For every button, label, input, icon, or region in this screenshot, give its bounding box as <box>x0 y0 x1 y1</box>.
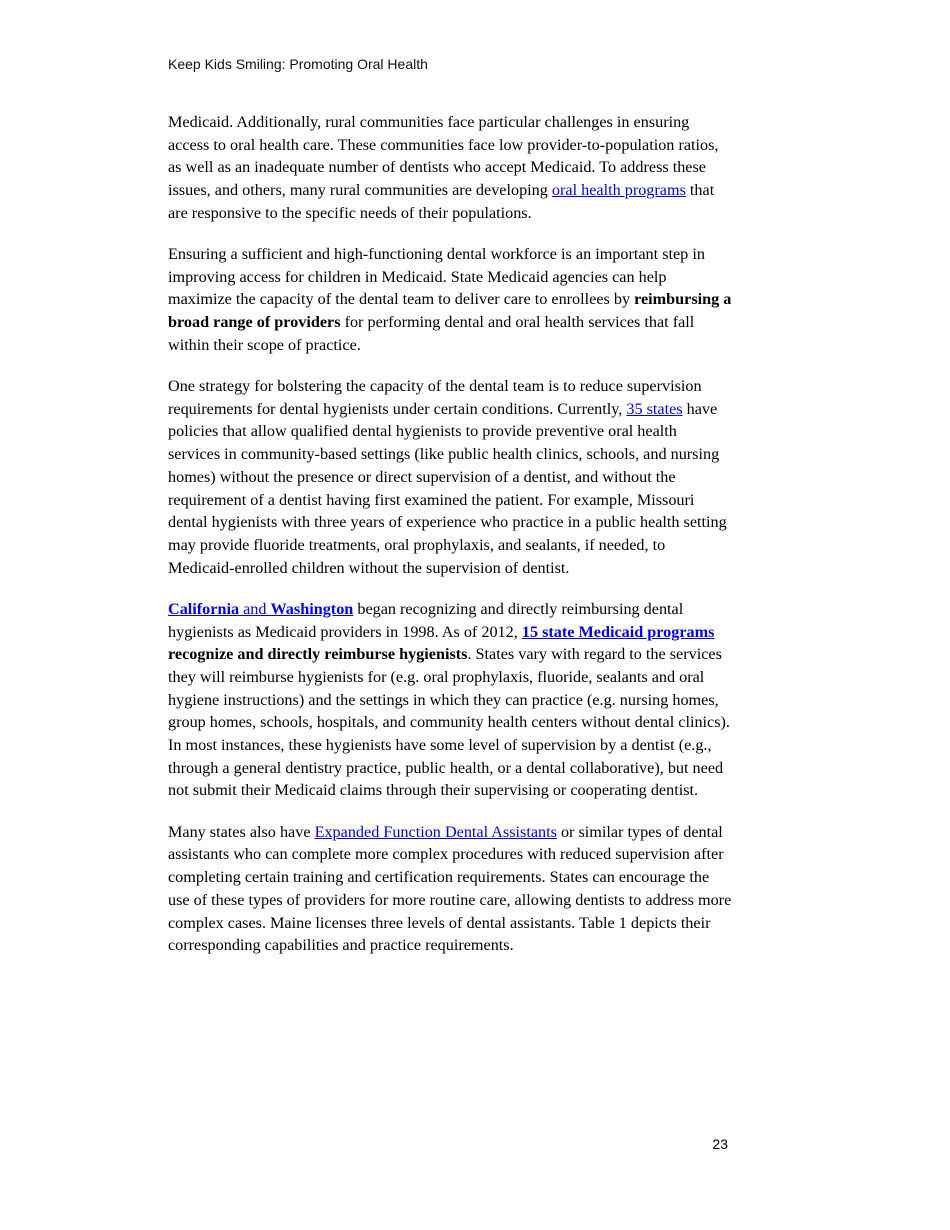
paragraph-text: have policies that allow qualified dental hygienists to provide preventive oral health services in community-based settings (like public health clinics, schools, and nursing homes) without the presence or direct supervision of a dentist, and without the requirement of a dentist having first examined the patient. For example, Missouri dental hygienists with three years of experience who practice in a public health setting may provide fluoride treatments, oral prophylaxis, and sealants, if needed, to Medicaid-enrolled children without the supervision of dentist. <box>168 399 727 577</box>
15-state-medicaid-programs-link[interactable] <box>522 623 715 641</box>
35-states-link[interactable]: 35 states <box>626 399 683 418</box>
paragraph-direct-reimbursement <box>168 598 732 802</box>
oral-health-programs-link[interactable]: oral health programs <box>551 181 686 200</box>
california-washington-link[interactable] <box>168 600 353 618</box>
paragraph-text: for performing dental and oral health services that fall within their scope of practice. <box>168 313 695 354</box>
paragraph-dental-workforce <box>168 243 732 357</box>
paragraph-text: . States vary with regard to the services they will reimburse hygienists for (e.g. oral prophylaxis, fluoride, sealants and oral hygiene instructions) and the settings in which they can practice (e.g. nursing homes, group homes, schools, hospitals, and community health centers without dental clinics). In most instances, these hygienists have some level of supervision by a dentist (e.g., through a general dentistry practice, public health, or a dental collaborative), but need not submit their Medicaid claims through their supervising or cooperating dentist. <box>168 645 730 800</box>
paragraph-text: Ensuring a sufficient and high-functioning dental workforce is an important step in improving access for children in Medicaid. State Medicaid agencies can help maximize the capacity of the dental team to deliver care to enrollees by <box>168 245 705 309</box>
paragraph-text: One strategy for bolstering the capacity of the dental team is to reduce supervision requirements for dental hygienists under certain conditions. Currently, <box>168 377 702 418</box>
page-number: 23 <box>712 1136 728 1152</box>
bold-emphasis: reimbursing a broad range of providers <box>168 290 732 332</box>
washington-link-text: Washington <box>270 599 354 618</box>
paragraph-dental-assistants <box>168 821 732 957</box>
paragraph-text: began recognizing and directly reimbursing dental hygienists as Medicaid providers in 1998. As of 2012, <box>168 599 684 641</box>
link-text: 15 state Medicaid programs <box>521 622 715 641</box>
paragraph-text: or similar types of dental assistants who can complete more complex procedures with reduced supervision after completing certain training and certification requirements. States can encourage the use of these types of providers for more routine care, allowing dentists to address more complex cases. Maine licenses three levels of dental assistants. Table 1 depicts their corresponding capabilities and practice requirements. <box>168 822 732 955</box>
paragraph-supervision-strategy <box>168 375 732 579</box>
california-link-text: California <box>168 599 240 618</box>
document-body <box>168 111 732 975</box>
paragraph-text: Many states also have <box>168 822 315 841</box>
paragraph-rural-communities <box>168 111 732 225</box>
running-header: Keep Kids Smiling: Promoting Oral Health <box>168 56 428 72</box>
expanded-function-dental-assistants-link[interactable]: Expanded Function Dental Assistants <box>314 822 557 841</box>
paragraph-text: that are responsive to the specific needs of their populations. <box>168 181 715 222</box>
paragraph-text: Medicaid. Additionally, rural communities face particular challenges in ensuring access to oral health care. These communities face low provider-to-population ratios, as well as an inadequate number of dentists who accept Medicaid. To address these issues, and others, many rural communities are developing <box>168 113 719 200</box>
bold-emphasis: recognize and directly reimburse hygienists <box>168 645 468 664</box>
and-link-text: and <box>239 599 271 618</box>
